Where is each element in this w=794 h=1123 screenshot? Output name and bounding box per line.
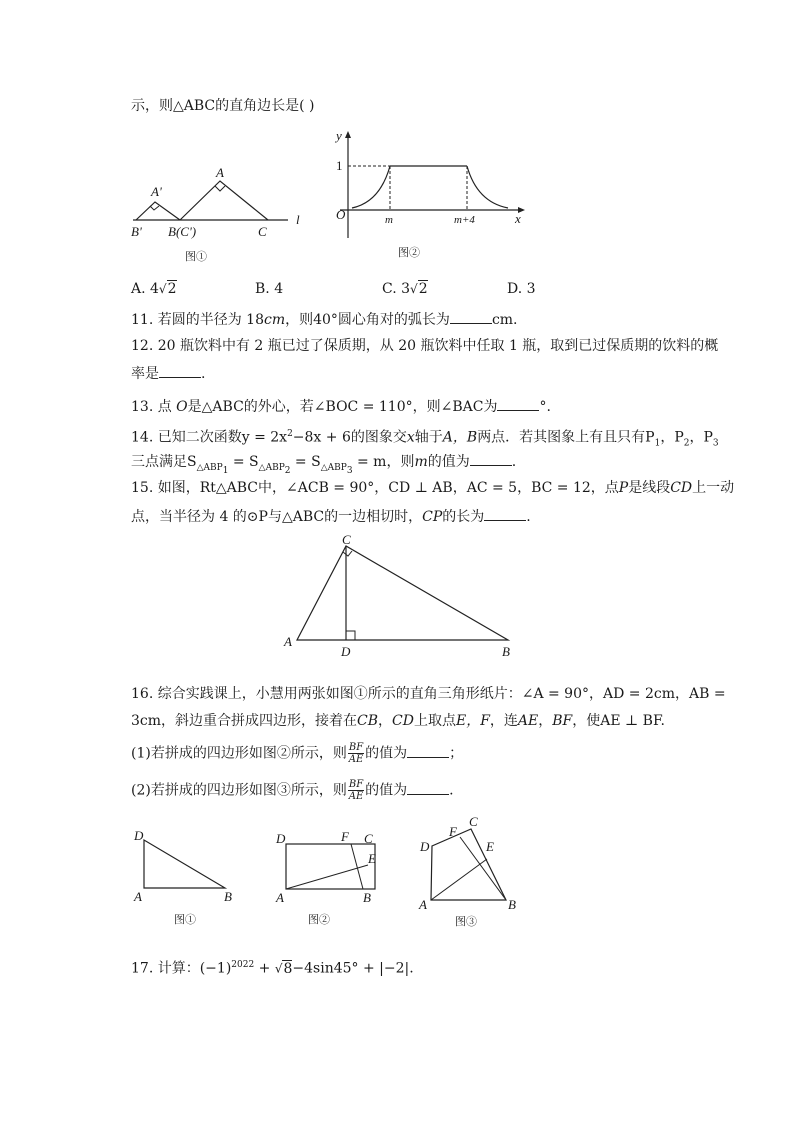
label-b: B bbox=[508, 897, 516, 912]
figure-caption: 图③ bbox=[455, 916, 477, 928]
q15-figure bbox=[280, 530, 520, 665]
label-m: m bbox=[385, 214, 393, 226]
figure-caption: 图② bbox=[398, 247, 420, 259]
q10-option-b[interactable]: B. 4 bbox=[255, 281, 284, 297]
answer-blank[interactable] bbox=[470, 451, 512, 466]
label-d: D bbox=[134, 828, 144, 843]
q16-line-2: 3cm，斜边重合拼成四边形，接着在CB，CD上取点E，F，连AE，BF，使AE ⊥ BF. bbox=[131, 713, 665, 729]
right-triangle bbox=[144, 840, 225, 888]
q16-sub-2: (2)若拼成的四边形如图③所示，则 $\frac{BF}{AE}$ 的值为 . bbox=[131, 779, 454, 802]
right-angle-mark bbox=[150, 206, 159, 210]
label-a-prime: A' bbox=[151, 184, 162, 199]
label-a: A bbox=[284, 634, 292, 649]
q13: 13. 点 O是△ABC的外心，若∠BOC = 110°，则∠BAC为 °. bbox=[131, 396, 551, 417]
q17: 17. 计算：$(-1)^{2022} + √8-4\sin 45^\circ + |-2|$. bbox=[131, 960, 414, 977]
label-one: 1 bbox=[336, 158, 343, 173]
label-l: l bbox=[296, 212, 300, 227]
label-m-plus-4: m+4 bbox=[454, 214, 475, 226]
graph-rise bbox=[352, 166, 390, 208]
answer-blank[interactable] bbox=[484, 506, 526, 521]
label-c: C bbox=[258, 224, 267, 239]
label-b-prime: B' bbox=[131, 224, 142, 239]
answer-blank[interactable] bbox=[159, 363, 201, 378]
label-x: x bbox=[515, 211, 521, 226]
label-e: E bbox=[486, 839, 494, 854]
segment-bf bbox=[460, 837, 506, 900]
q14-line-1: 14. 已知二次函数$y = 2x^2-8x + 6$的图象交x轴于A，B两点．若其图象上有且只有$P_1$，$P_2$，$P_3$ bbox=[131, 429, 719, 449]
label-c: C bbox=[364, 831, 373, 846]
label-d: D bbox=[420, 839, 430, 854]
label-b: B bbox=[224, 889, 232, 904]
q10-option-c[interactable]: C. 3√2 bbox=[382, 281, 428, 297]
q10-option-d[interactable]: D. 3 bbox=[507, 281, 536, 297]
label-d: D bbox=[341, 644, 351, 659]
figure-caption: 图① bbox=[174, 914, 196, 926]
label-f: F bbox=[341, 829, 349, 844]
q15-line-1: 15. 如图，Rt△ABC中，∠ACB = 90°，CD ⊥ AB，AC = 5，BC = 12，点P是线段CD上一动 bbox=[131, 480, 735, 496]
label-e: E bbox=[368, 851, 376, 866]
q16-figure-3 bbox=[415, 815, 530, 930]
triangle-a-prime bbox=[136, 202, 180, 220]
figure-caption: 图① bbox=[185, 251, 207, 263]
label-origin: O bbox=[336, 207, 346, 222]
label-a: A bbox=[419, 897, 427, 912]
q12-line-2: 率是 . bbox=[131, 363, 205, 384]
answer-blank[interactable] bbox=[407, 780, 449, 795]
label-a: A bbox=[134, 889, 142, 904]
label-d: D bbox=[276, 831, 286, 846]
q12-line-1: 12. 20 瓶饮料中有 2 瓶已过了保质期，从 20 瓶饮料中任取 1 瓶，取到已过保质期的饮料的概 bbox=[131, 338, 719, 354]
right-angle-mark bbox=[343, 551, 352, 556]
triangle-abc bbox=[297, 546, 508, 640]
graph-fall bbox=[467, 166, 508, 208]
fraction-bf-ae: $\frac{BF}{AE}$ bbox=[348, 742, 364, 765]
quadrilateral-abcd bbox=[431, 829, 506, 900]
label-b-c-prime: B(C') bbox=[168, 224, 197, 239]
q16-sub-1: (1)若拼成的四边形如图②所示，则 $\frac{BF}{AE}$ 的值为 ； bbox=[131, 742, 464, 765]
label-a: A bbox=[276, 890, 284, 905]
y-arrow bbox=[345, 131, 351, 138]
label-c: C bbox=[342, 532, 351, 547]
answer-blank[interactable] bbox=[450, 309, 492, 324]
q16-line-1: 16. 综合实践课上，小慧用两张如图①所示的直角三角形纸片：∠A = 90°，AD = 2cm，AB = bbox=[131, 686, 726, 702]
label-b: B bbox=[363, 890, 371, 905]
segment-ae bbox=[286, 865, 368, 889]
label-a: A bbox=[216, 165, 224, 180]
q14-line-2: 三点满足$S_{\triangle ABP_1} = S_{\triangle ABP_2} = S_{\triangle ABP_3} = m$，则m的值为 . bbox=[131, 451, 516, 481]
right-angle-mark bbox=[346, 631, 355, 640]
right-angle-mark bbox=[215, 186, 225, 191]
q10-stem-tail: 示，则△ABC的直角边长是( ) bbox=[131, 98, 315, 114]
answer-blank[interactable] bbox=[497, 396, 539, 411]
q16-figure-1 bbox=[130, 828, 240, 928]
answer-blank[interactable] bbox=[407, 743, 449, 758]
label-b: B bbox=[502, 644, 510, 659]
q16-figure-2 bbox=[272, 828, 387, 928]
label-c: C bbox=[469, 814, 478, 829]
q11: 11. 若圆的半径为 18cm，则40°圆心角对的弧长为 cm. bbox=[131, 309, 518, 330]
q10-figure-1 bbox=[130, 165, 310, 265]
figure-caption: 图② bbox=[308, 914, 330, 926]
label-y: y bbox=[336, 128, 342, 143]
segment-ae bbox=[431, 859, 487, 900]
q10-figure-2 bbox=[330, 128, 530, 268]
q15-line-2: 点，当半径为 4 的⊙P与△ABC的一边相切时，CP的长为 . bbox=[131, 506, 531, 527]
q10-option-a[interactable]: A. 4√2 bbox=[131, 281, 177, 297]
label-f: F bbox=[449, 824, 457, 839]
fraction-bf-ae: $\frac{BF}{AE}$ bbox=[348, 779, 364, 802]
